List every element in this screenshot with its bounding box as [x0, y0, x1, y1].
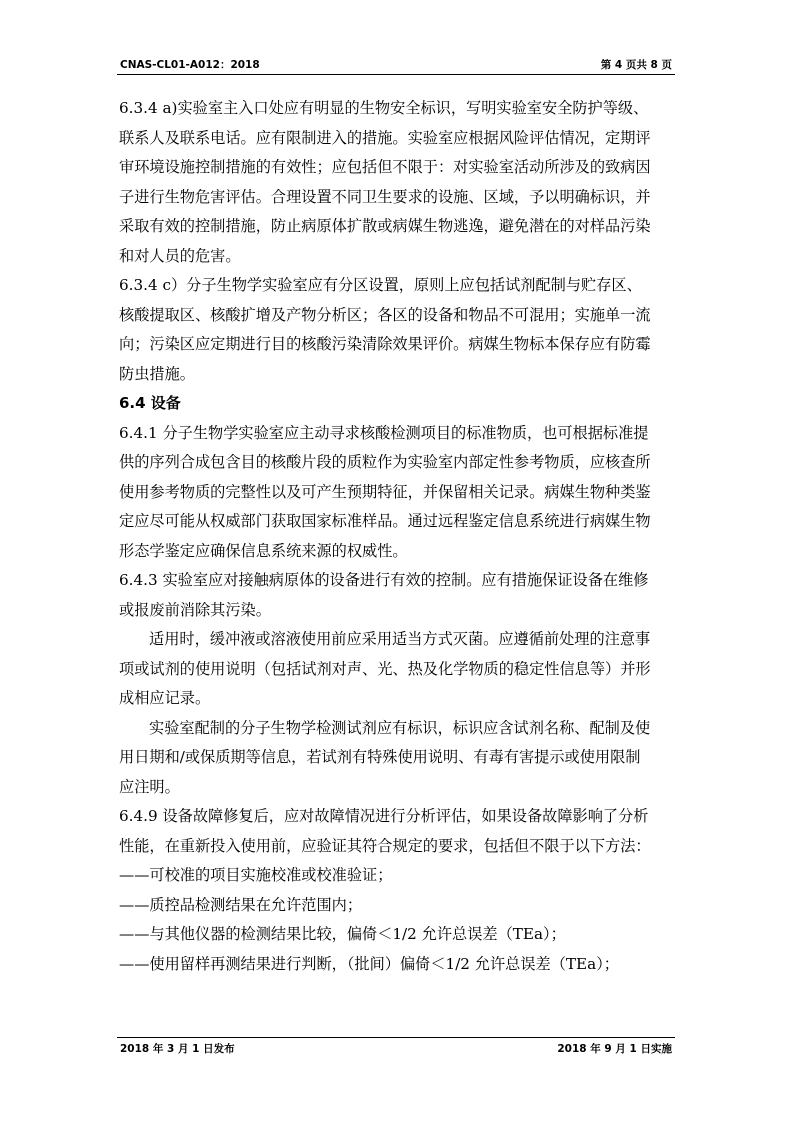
publish-date: 2018 年 3 月 1 日发布 [120, 1043, 235, 1055]
text-line: 定应尽可能从权威部门获取国家标准样品。通过远程鉴定信息系统进行病媒生物 [119, 512, 651, 530]
text-line: 成相应记录。 [119, 689, 211, 707]
page-header [117, 55, 675, 73]
text-line: 供的序列合成包含目的核酸片段的质粒作为实验室内部定性参考物质，应核查所 [119, 453, 651, 471]
text-line: 或报废前消除其污染。 [119, 600, 271, 619]
text-line: 采取有效的控制措施，防止病原体扩散或病媒生物逃逸，避免潜在的对样品污染 [119, 217, 651, 235]
text-line: 6.4.3 实验室应对接触病原体的设备进行有效的控制。应有措施保证设备在维修 [119, 571, 649, 589]
paragraph-6-4-3 [119, 566, 679, 625]
section-heading: 6.4 设备 [119, 394, 181, 412]
text-line: 6.4.9 设备故障修复后，应对故障情况进行分析评估，如果设备故障影响了分析 [119, 807, 649, 825]
text-line: 6.3.4 c）分子生物学实验室应有分区设置，原则上应包括试剂配制与贮存区、 [119, 276, 642, 294]
text-line: 核酸提取区、核酸扩增及产物分析区；各区的设备和物品不可混用；实施单一流 [119, 305, 651, 324]
text-line: 联系人及联系电话。应有限制进入的措施。实验室应根据风险评估情况，定期评 [119, 128, 651, 147]
text-line: 子进行生物危害评估。合理设置不同卫生要求的设施、区域，予以明确标识，并 [119, 187, 651, 206]
text-line: 用日期和/或保质期等信息，若试剂有特殊使用说明、有毒有害提示或使用限制 [119, 748, 641, 766]
text-line: 适用时，缓冲液或溶液使用前应采用适当方式灭菌。应遵循前处理的注意事 [149, 630, 651, 648]
list-item: ——使用留样再测结果进行判断，（批间）偏倚＜1/2 允许总误差（TEa）； [119, 954, 619, 973]
text-line: 形态学鉴定应确保信息系统来源的权威性。 [119, 541, 408, 560]
effective-date: 2018 年 9 月 1 日实施 [557, 1043, 672, 1055]
page-number: 第 4 页共 8 页 [600, 59, 672, 71]
paragraph-6-4-9 [119, 802, 679, 861]
paragraph-reagent-labeling [119, 714, 679, 803]
list-item: ——与其他仪器的检测结果比较，偏倚＜1/2 允许总误差（TEa）； [119, 925, 566, 943]
method-list [119, 861, 679, 979]
text-line: 防虫措施。 [119, 364, 195, 383]
text-line: 和对人员的危害。 [119, 246, 241, 265]
document-body [119, 94, 679, 979]
text-line: 使用参考物质的完整性以及可产生预期特征，并保留相关记录。病媒生物种类鉴 [119, 482, 651, 501]
text-line: 6.3.4 a)实验室主入口处应有明显的生物安全标识，写明实验室安全防护等级、 [119, 99, 649, 117]
text-line: 性能，在重新投入使用前，应验证其符合规定的要求，包括但不限于以下方法： [119, 836, 651, 855]
paragraph-6-4-1 [119, 419, 679, 567]
footer-rule [117, 1037, 675, 1038]
text-line: 项或试剂的使用说明（包括试剂对声、光、热及化学物质的稳定性信息等）并形 [119, 659, 651, 678]
paragraph-6-3-4-c [119, 271, 679, 389]
text-line: 审环境设施控制措施的有效性；应包括但不限于：对实验室活动所涉及的致病因 [119, 158, 651, 176]
header-rule [117, 74, 675, 75]
text-line: 应注明。 [119, 777, 180, 796]
paragraph-6-3-4-a [119, 94, 679, 271]
text-line: 6.4.1 分子生物学实验室应主动寻求核酸检测项目的标准物质，也可根据标准提 [119, 423, 649, 442]
text-line: 向；污染区应定期进行目的核酸污染清除效果评价。病媒生物标本保存应有防霉 [119, 335, 651, 353]
paragraph-sterilization [119, 625, 679, 714]
document-id: CNAS-CL01-A012：2018 [120, 59, 260, 71]
list-item: ——可校准的项目实施校准或校准验证； [119, 866, 393, 884]
text-line: 实验室配制的分子生物学检测试剂应有标识，标识应含试剂名称、配制及使 [149, 718, 651, 737]
list-item: ——质控品检测结果在允许范围内； [119, 895, 362, 914]
